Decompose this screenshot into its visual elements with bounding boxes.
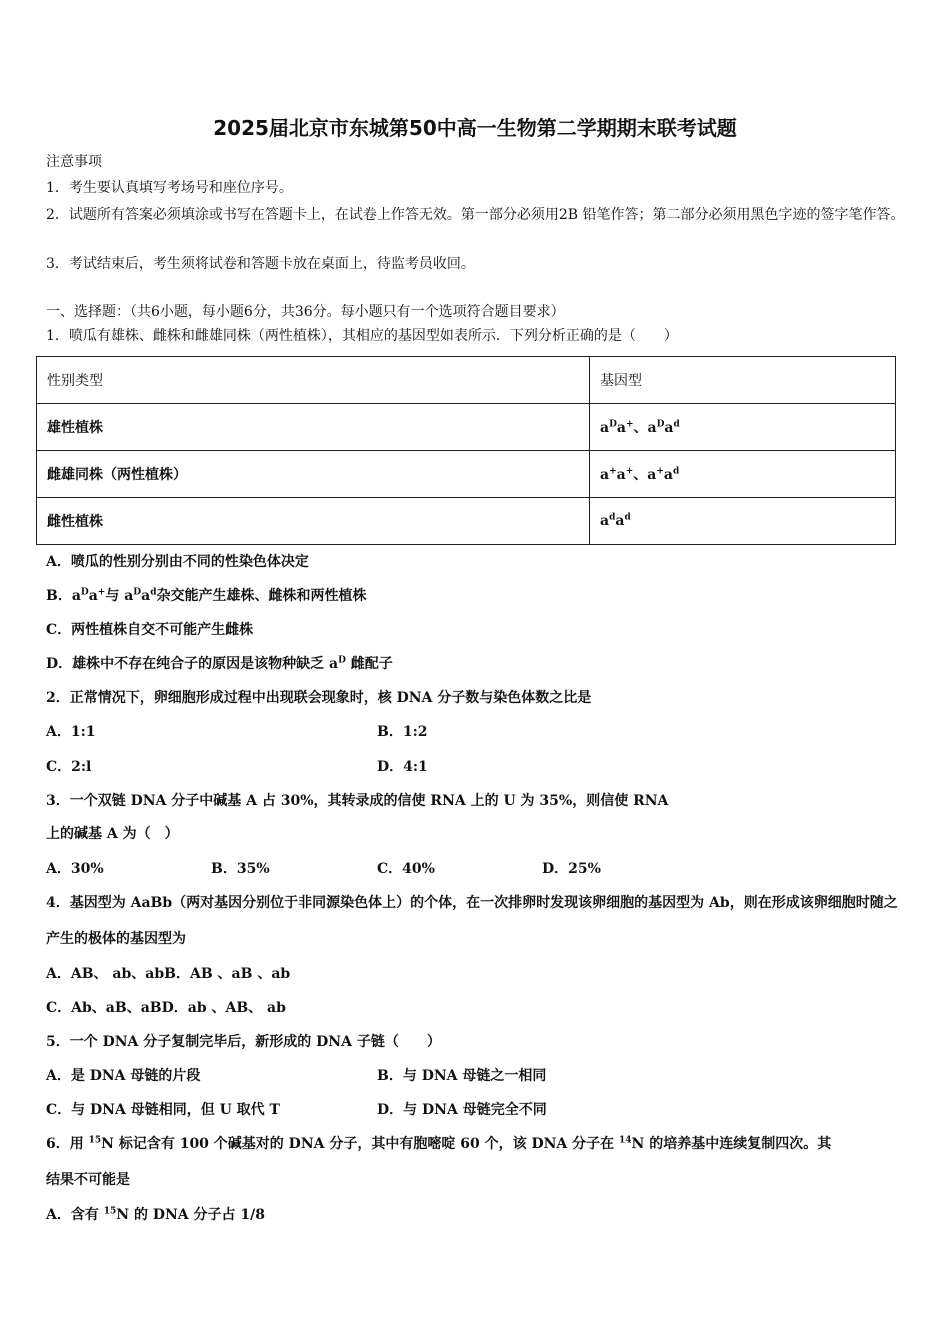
table-cell: 雌雄同株（两性植株）: [37, 451, 590, 498]
q1-option-d: D．雄株中不存在纯合子的原因是该物种缺乏 $a^D$ 雌配子: [46, 655, 393, 672]
q1-option-a: A．喷瓜的性别分别由不同的性染色体决定: [46, 554, 309, 570]
section-heading: 一、选择题：（共6小题，每小题6分，共36分。每小题只有一个选项符合题目要求）: [46, 304, 565, 320]
q4-options-line2: C．Ab、aB、aBD．ab 、AB、 ab: [46, 1000, 286, 1016]
table-cell: a+a+、$a^+a^d$: [590, 451, 896, 498]
genotype-table: [36, 356, 896, 545]
notice-heading: 注意事项: [46, 154, 102, 170]
q6-option-a: A．含有 $^{15}$N 的 DNA 分子占 1/8: [46, 1206, 265, 1223]
q3-option-a: A．30%: [46, 861, 104, 877]
page-title: 2025届北京市东城第50中高一生物第二学期期末联考试题: [213, 116, 737, 140]
q3-option-c: C．40%: [377, 861, 435, 877]
table-row: [37, 498, 896, 545]
q5-option-b: B．与 DNA 母链之一相同: [377, 1068, 547, 1084]
q4-options-line1: A．AB、 ab、abB．AB 、aB 、ab: [46, 966, 291, 982]
q4-stem: 4．基因型为 AaBb（两对基因分别位于非同源染色体上）的个体，在一次排卵时发现该卵细胞的基因型为 Ab，则在形成该卵细胞时随之产生的极体的基因型为: [46, 895, 898, 947]
q2-option-a: A．1:1: [46, 724, 96, 740]
q1-stem: 1．喷瓜有雄株、雌株和雌雄同株（两性植株），其相应的基因型如表所示．下列分析正确的是（ ）: [46, 328, 678, 344]
table-cell: $a^da^d$: [590, 498, 896, 545]
notice-item-3: 3．考试结束后，考生须将试卷和答题卡放在桌面上，待监考员收回。: [46, 256, 475, 272]
table-header-row: [37, 357, 896, 404]
q2-option-d: D．4:1: [377, 759, 428, 775]
q5-stem: 5．一个 DNA 分子复制完毕后，新形成的 DNA 子链（ ）: [46, 1034, 441, 1050]
q2-option-b: B．1:2: [377, 724, 428, 740]
q5-option-a: A．是 DNA 母链的片段: [46, 1068, 201, 1084]
q3-stem-line1: 3．一个双链 DNA 分子中碱基 A 占 30%，其转录成的信使 RNA 上的 U 为 35%，则信使 RNA: [46, 793, 669, 809]
q3-option-b: B．35%: [211, 861, 270, 877]
q5-option-c: C．与 DNA 母链相同，但 U 取代 T: [46, 1102, 280, 1118]
q3-stem-line2: 上的碱基 A 为（ ）: [46, 826, 179, 842]
table-row: [37, 404, 896, 451]
notice-item-2: 2．试题所有答案必须填涂或书写在答题卡上，在试卷上作答无效。第一部分必须用2B 铅笔作答；第二部分必须用黑色字迹的签字笔作答。: [46, 207, 905, 223]
notice-item-1: 1．考生要认真填写考场号和座位序号。: [46, 180, 293, 196]
q5-option-d: D．与 DNA 母链完全不同: [377, 1102, 547, 1118]
table-row: [37, 451, 896, 498]
q1-option-b: B．$a^Da^+$与 $a^Da^d$杂交能产生雄株、雌株和两性植株: [46, 587, 367, 604]
q1-option-c: C．两性植株自交不可能产生雌株: [46, 622, 254, 638]
q6-stem-line1: 6．用 $^{15}$N 标记含有 100 个碱基对的 DNA 分子，其中有胞嘧啶 60 个，该 DNA 分子在 $^{14}$N 的培养基中连续复制四次。其: [46, 1135, 832, 1152]
table-header: 基因型: [590, 357, 896, 404]
q2-option-c: C．2:l: [46, 759, 92, 775]
table-header: 性别类型: [37, 357, 590, 404]
q6-stem-line2: 结果不可能是: [46, 1172, 130, 1188]
table-cell: $a^Da^+$、$a^Da^d$: [590, 404, 896, 451]
q3-option-d: D．25%: [542, 861, 601, 877]
table-cell: 雌性植株: [37, 498, 590, 545]
table-cell: 雄性植株: [37, 404, 590, 451]
q2-stem: 2．正常情况下，卵细胞形成过程中出现联会现象时，核 DNA 分子数与染色体数之比是: [46, 690, 592, 706]
